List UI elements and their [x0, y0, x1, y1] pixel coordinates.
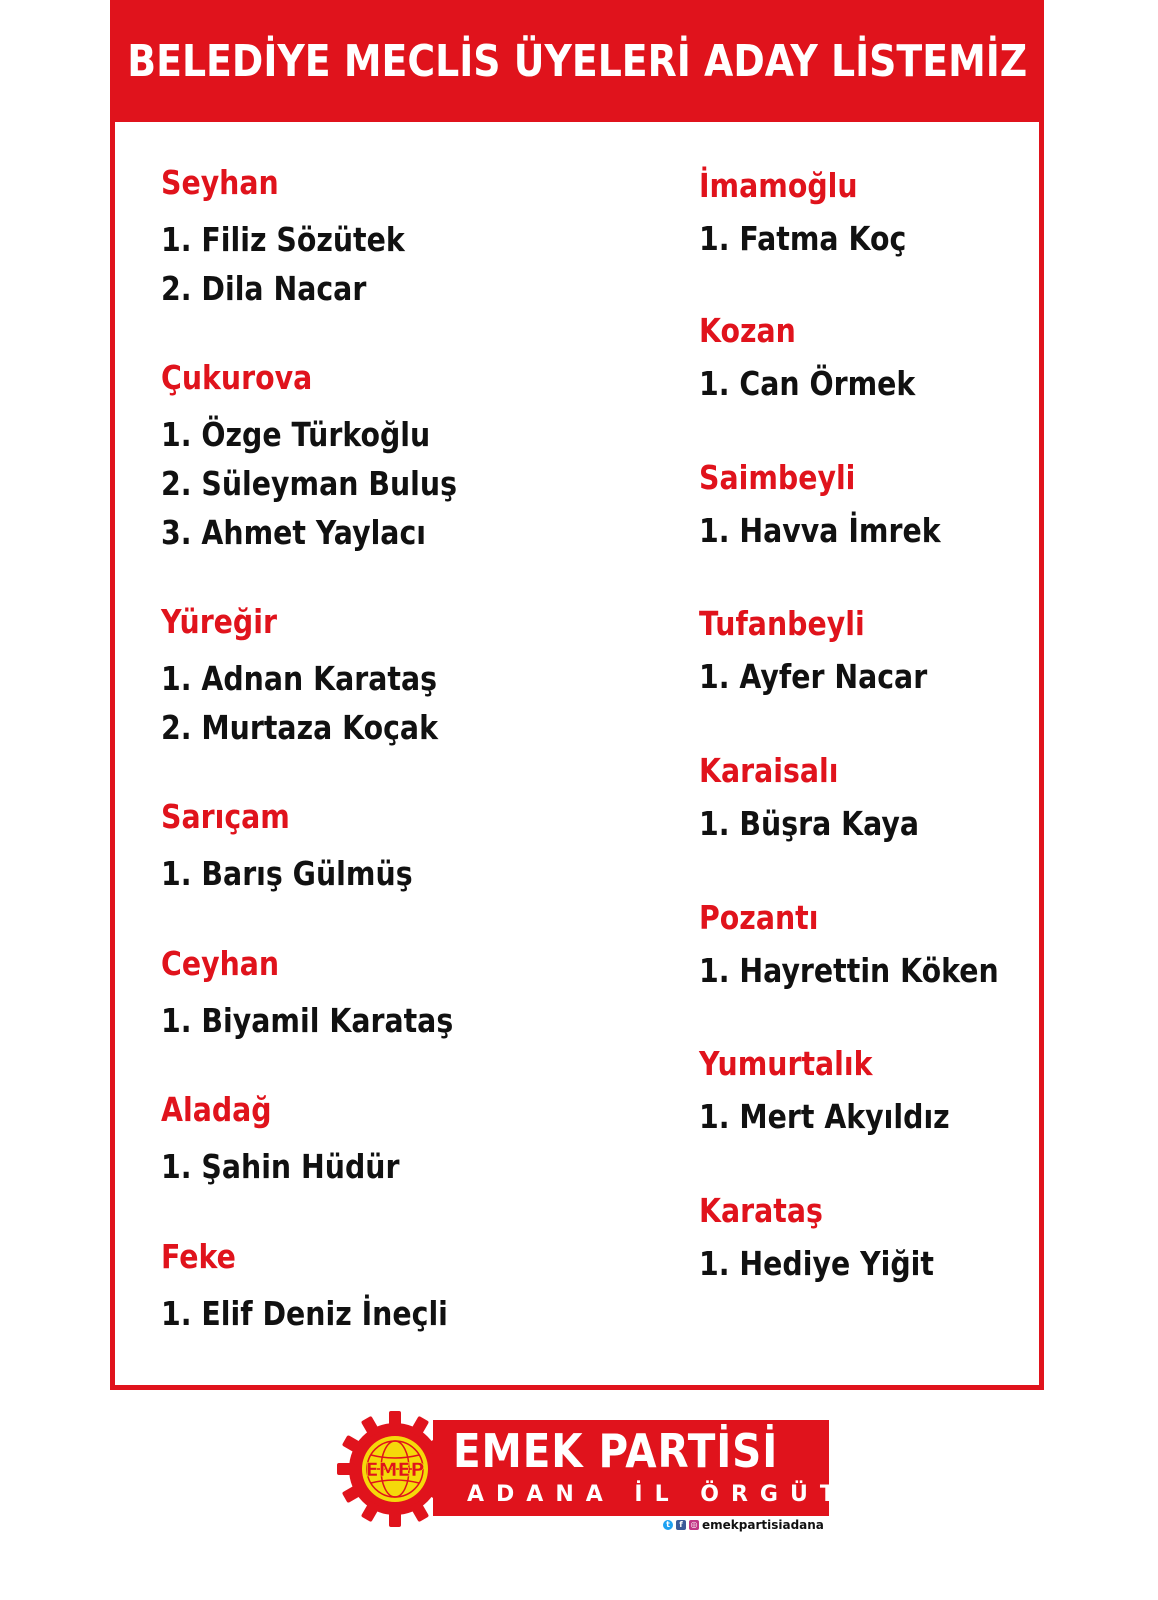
district-name: Seyhan — [161, 163, 279, 202]
district-name: Karaisalı — [699, 751, 839, 790]
candidate-item: 1. Filiz Sözütek — [161, 220, 405, 259]
candidate-item: 1. Ayfer Nacar — [699, 657, 928, 696]
district-name: Kozan — [699, 311, 796, 350]
facebook-icon[interactable]: f — [676, 1520, 686, 1530]
candidate-item: 1. Özge Türkoğlu — [161, 415, 431, 454]
candidate-item: 3. Ahmet Yaylacı — [161, 513, 427, 552]
candidate-item: 1. Adnan Karataş — [161, 659, 438, 698]
district-karaisali — [699, 751, 955, 848]
district-name: Ceyhan — [161, 944, 280, 983]
candidate-item: 1. Biyamil Karataş — [161, 1001, 454, 1040]
candidate-item: 1. Hayrettin Köken — [699, 951, 999, 990]
candidate-item: 1. Mert Akyıldız — [699, 1097, 950, 1136]
header-banner — [115, 0, 1039, 122]
district-saricam — [161, 797, 454, 898]
brand-subtitle: ADANA İL ÖRGÜTÜ — [467, 1482, 877, 1507]
district-name: Saimbeyli — [699, 458, 856, 497]
district-name: Yumurtalık — [699, 1044, 873, 1083]
district-yumurtalik — [699, 1044, 991, 1141]
district-name: Aladağ — [161, 1090, 272, 1129]
page-title: BELEDİYE MECLİS ÜYELERİ ADAY LİSTEMİZ — [127, 35, 1028, 87]
district-saimbeyli — [699, 458, 980, 555]
district-seyhan — [161, 163, 444, 313]
district-name: İmamoğlu — [699, 166, 858, 205]
social-links — [663, 1518, 824, 1532]
district-aladag — [161, 1090, 438, 1191]
district-ceyhan — [161, 944, 501, 1045]
district-name: Karataş — [699, 1191, 823, 1230]
candidate-item: 1. Şahin Hüdür — [161, 1147, 400, 1186]
candidate-item: 1. Barış Gülmüş — [161, 854, 413, 893]
candidate-item: 2. Murtaza Koçak — [161, 708, 438, 747]
candidate-item: 1. Havva İmrek — [699, 511, 941, 550]
district-karatas — [699, 1191, 972, 1288]
district-kozan — [699, 311, 951, 408]
district-name: Sarıçam — [161, 797, 290, 836]
social-handle[interactable]: emekpartisiadana — [702, 1518, 824, 1532]
brand-name: EMEK PARTİSİ — [453, 1424, 779, 1478]
candidate-item: 1. Hediye Yiğit — [699, 1244, 934, 1283]
party-logo — [337, 1407, 877, 1537]
instagram-icon[interactable]: ◎ — [690, 1520, 698, 1529]
district-tufanbeyli — [699, 604, 964, 701]
district-name: Pozantı — [699, 898, 819, 937]
district-name: Çukurova — [161, 358, 313, 397]
district-feke — [161, 1237, 495, 1338]
candidate-item: 1. Büşra Kaya — [699, 804, 920, 843]
candidate-item: 2. Süleyman Buluş — [161, 464, 458, 503]
brand-banner — [433, 1420, 877, 1516]
district-name: Feke — [161, 1237, 236, 1276]
twitter-icon[interactable]: t — [663, 1520, 673, 1530]
district-name: Yüreğir — [161, 602, 277, 641]
district-pozanti — [699, 898, 1047, 995]
candidate-item: 1. Can Örmek — [699, 364, 916, 403]
candidate-item: 1. Fatma Koç — [699, 219, 907, 258]
district-imamoglu — [699, 166, 940, 263]
district-name: Tufanbeyli — [699, 604, 865, 643]
district-cukurova — [161, 358, 505, 557]
candidate-item: 1. Elif Deniz İneçli — [161, 1294, 448, 1333]
district-yuregir — [161, 602, 483, 752]
emblem-text: EMEP — [365, 1459, 425, 1481]
candidate-item: 2. Dila Nacar — [161, 269, 367, 308]
candidate-list-frame — [110, 0, 1044, 1390]
